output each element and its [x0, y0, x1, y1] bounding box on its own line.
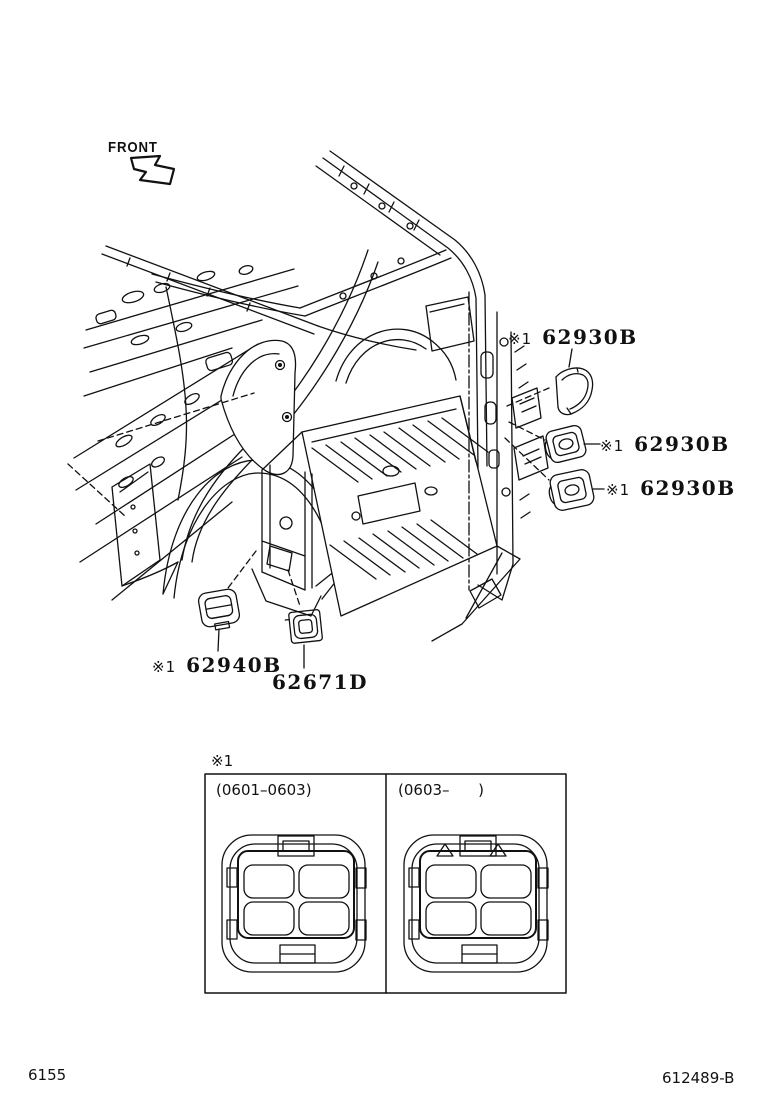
- part-62930b-hook: [556, 368, 593, 415]
- callout-62930b-top: [508, 325, 638, 349]
- detail-box-range-right: (0603– ): [398, 781, 484, 799]
- callout-62930b-middle: [600, 432, 730, 456]
- front-direction-label: FRONT: [108, 139, 158, 156]
- callout-ref-mark: ※1: [606, 481, 631, 499]
- footer-page-code: 6155: [28, 1066, 67, 1084]
- part-62940b-vent: [197, 588, 241, 632]
- callout-part-number: 62930B: [640, 476, 736, 500]
- callout-ref-mark: ※1: [600, 437, 625, 455]
- detail-box-range-left: (0601–0603): [216, 781, 312, 799]
- part-62671d-plug: [285, 609, 323, 643]
- part-62930b-vent-bottom: [546, 468, 596, 512]
- front-arrow-icon: [131, 156, 174, 184]
- callout-part-number: 62930B: [634, 432, 730, 456]
- detail-box-ref-mark: ※1: [211, 752, 234, 770]
- callout-ref-mark: ※1: [152, 658, 177, 676]
- callout-part-number: 62671D: [272, 670, 368, 694]
- part-62930b-vent-middle: [542, 424, 588, 464]
- callout-part-number: 62930B: [542, 325, 638, 349]
- callout-part-number: 62940B: [186, 653, 282, 677]
- body-line-art: [68, 151, 548, 641]
- callout-62671d: [272, 670, 368, 694]
- footer-drawing-code: 612489-B: [662, 1069, 735, 1087]
- callout-62930b-bottom: [606, 476, 736, 500]
- detail-box-art: [205, 774, 566, 993]
- callout-ref-mark: ※1: [508, 330, 533, 348]
- callout-62940b: [152, 653, 282, 677]
